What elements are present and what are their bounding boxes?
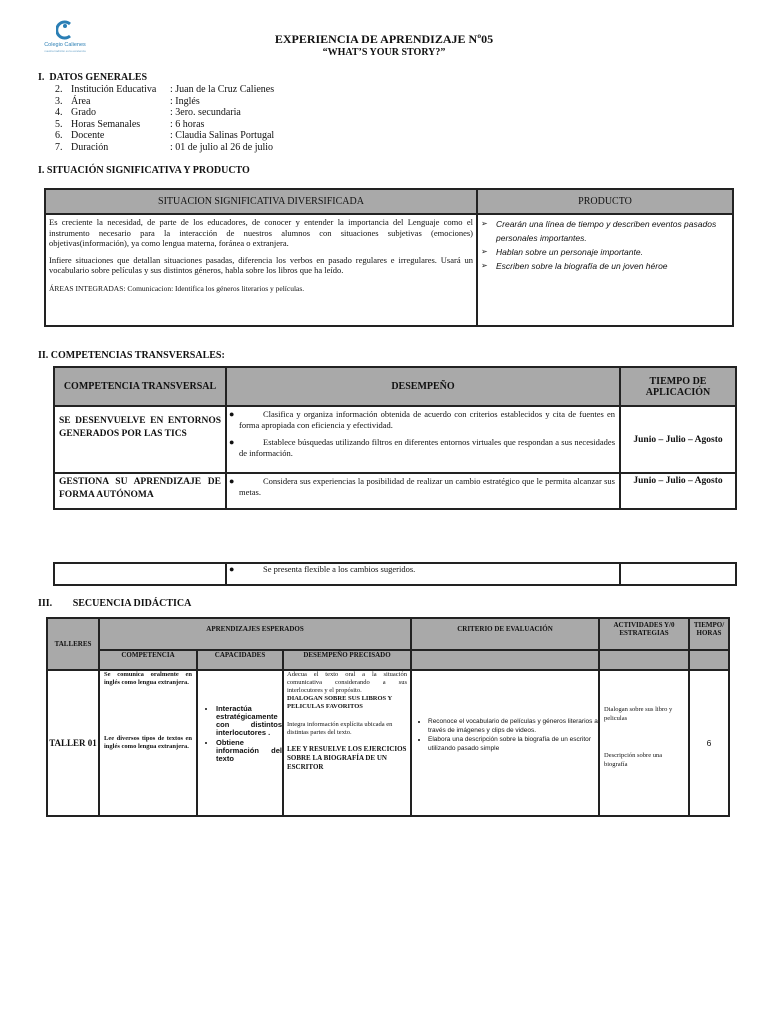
situacion-heading: I. SITUACIÓN SIGNIFICATIVA Y PRODUCTO	[38, 165, 250, 176]
desempeno-cell	[226, 406, 620, 473]
empty-cell	[620, 563, 736, 585]
datos-row	[55, 96, 274, 108]
desempeno-activity: LEE Y RESUELVE LOS EJERCICIOS SOBRE LA BIOGRAFÍA DE UN ESCRITOR	[287, 745, 407, 771]
datos-row	[55, 84, 274, 96]
datos-num: 3.	[55, 95, 63, 107]
datos-num: 7.	[55, 141, 63, 153]
datos-row	[55, 119, 274, 131]
list-item: • Reconoce el vocabulario de películas y géneros literarios a través de imágenes y clips de videos.	[428, 717, 598, 735]
capacidades-list	[198, 705, 282, 763]
criterio-col-header: CRITERIO DE EVALUACIÓN	[411, 618, 599, 650]
aprendizajes-col-header: APRENDIZAJES ESPERADOS	[99, 618, 411, 650]
desempeno-cell	[226, 473, 620, 509]
secuencia-heading	[38, 598, 191, 609]
competencia-name: SE DESENVUELVE EN ENTORNOS GENERADOS POR LAS TICS	[54, 406, 226, 473]
actividad-text: Descripción sobre una biografía	[604, 752, 663, 768]
empty-header	[689, 650, 729, 670]
criterio-list	[412, 717, 598, 753]
list-item: ● Se presenta flexible a los cambios sugeridos.	[239, 564, 615, 575]
datos-value: : 3ero. secundaria	[170, 107, 241, 118]
competencia-name: GESTIONA SU APRENDIZAJE DE FORMA AUTÓNOMA	[54, 473, 226, 509]
secuencia-heading-num: III.	[38, 598, 53, 609]
horas-cell: 6	[689, 670, 729, 816]
areas-integradas: ÁREAS INTEGRADAS: Comunicacion: Identifica los géneros literarios y películas.	[49, 283, 305, 293]
tiempo-horas-col-header: TIEMPO/ HORAS	[689, 618, 729, 650]
empty-header	[411, 650, 599, 670]
list-item: ➢ Escriben sobre la biografía de un joven héroe	[496, 259, 732, 273]
datos-label: Horas Semanales	[71, 118, 141, 130]
list-item: ➢ Crearán una línea de tiempo y describen eventos pasados personales importantes.	[496, 217, 732, 245]
situacion-table	[44, 188, 734, 327]
desempeno-precisado-cell	[283, 670, 411, 816]
datos-num: 6.	[55, 130, 63, 141]
desempeno-text: Adecua el texto oral a la situación comunicativa considerando a sus interlocutores y el propósito.	[287, 671, 407, 694]
criterio-cell	[411, 670, 599, 816]
table-row	[54, 406, 736, 473]
tiempo-col-header: TIEMPO DE APLICACIÓN	[620, 367, 736, 406]
desempeno-list	[227, 564, 619, 575]
list-item: ● Establece búsquedas utilizando filtros en diferentes entornos virtuales que respondan a sus necesidades de información.	[239, 437, 615, 459]
situacion-col-header: SITUACION SIGNIFICATIVA DIVERSIFICADA	[45, 189, 477, 214]
empty-cell	[54, 563, 226, 585]
datos-heading	[38, 72, 147, 83]
datos-heading-text: DATOS GENERALES	[49, 72, 148, 83]
desempeno-list	[227, 407, 619, 459]
actividad-text: Dialogan sobre sus libro y peliculas	[604, 706, 673, 722]
situacion-paragraph: Es creciente la necesidad, de parte de los educadores, de conocer y entender la importancia del Lenguaje como el instrumento necesario para la interacción de nuestros alumnos con situaciones subjetivas (emociones) objetivas(información), ya como lengua materna, foránea o extranjera.	[49, 217, 473, 248]
list-item: ● Considera sus experiencias la posibilidad de realizar un cambio estratégico que le permita alcanzar sus metas.	[239, 476, 615, 498]
table-row	[54, 563, 736, 585]
datos-value: : Inglés	[170, 95, 200, 107]
datos-value: : Claudia Salinas Portugal	[170, 130, 275, 141]
producto-cell	[477, 214, 733, 326]
datos-value: : 01 de julio al 26 de julio	[170, 141, 274, 153]
datos-row	[55, 142, 274, 154]
competencia-sub-header: COMPETENCIA	[99, 650, 197, 670]
tiempo-cell: Junio – Julio – Agosto	[620, 406, 736, 473]
datos-row	[55, 130, 274, 142]
desempeno-cell	[226, 563, 620, 585]
producto-list	[478, 217, 732, 273]
capacidades-cell	[197, 670, 283, 816]
list-item: • Obtiene información del texto	[216, 739, 282, 763]
talleres-col-header: TALLERES	[47, 618, 99, 670]
datos-label: Duración	[71, 141, 109, 153]
competencia-text: Lee diversos tipos de textos en inglés como lengua extranjera.	[104, 735, 192, 750]
desempeno-activity: DIALOGAN SOBRE SUS LIBROS Y PELICULAS FAVORITOS	[287, 695, 392, 710]
datos-label: Grado	[71, 107, 96, 118]
datos-label: Área	[71, 95, 91, 107]
datos-value: : 6 horas	[170, 118, 205, 130]
situacion-cell	[45, 214, 477, 326]
secuencia-heading-text: SECUENCIA DIDÁCTICA	[72, 598, 192, 609]
competencia-col-header: COMPETENCIA TRANSVERSAL	[54, 367, 226, 406]
datos-heading-num: I.	[38, 72, 45, 83]
page-title: EXPERIENCIA DE APRENDIZAJE Nº05	[274, 32, 494, 46]
competencia-text: Se comunica oralmente en inglés como lengua extranjera.	[104, 671, 192, 686]
taller-cell: TALLER 01	[47, 670, 99, 816]
list-item: • Elabora una descripción sobre la biografía de un escritor utilizando pasado simple	[428, 735, 598, 753]
table-row	[54, 473, 736, 509]
actividades-col-header: ACTIVIDADES Y/0 ESTRATEGIAS	[599, 618, 689, 650]
competencias-continuation-table	[53, 562, 737, 586]
desempeno-col-header: DESEMPEÑO	[226, 367, 620, 406]
actividades-cell	[599, 670, 689, 816]
logo-tagline: nuestra tradición es la excelencia	[44, 49, 86, 53]
datos-num: 2.	[55, 84, 63, 95]
datos-num: 4.	[55, 107, 63, 118]
competencias-heading: II. COMPETENCIAS TRANSVERSALES:	[38, 350, 225, 361]
datos-num: 5.	[55, 118, 63, 130]
competencia-cell	[99, 670, 197, 816]
capacidades-sub-header: CAPACIDADES	[197, 650, 283, 670]
list-item: ● Clasifica y organiza información obtenida de acuerdo con criterios establecidos y cita de fuentes en forma apropiada con eficiencia y efectividad.	[239, 409, 615, 431]
secuencia-table	[46, 617, 730, 817]
desempeno-list	[227, 474, 619, 498]
table-row	[47, 670, 729, 816]
list-item: ➢ Hablan sobre un personaje importante.	[496, 245, 732, 259]
competencias-table	[53, 366, 737, 510]
situacion-paragraph: Infiere situaciones que detallan situaciones pasadas, diferencia los verbos en pasado regulares e irregulares. Usará un vocabulario sobre películas y sus distintos géneros, habla sobre los libros que ha leído.	[49, 254, 473, 275]
desempeno-sub-header: DESEMPEÑO PRECISADO	[283, 650, 411, 670]
datos-list	[55, 84, 274, 153]
logo-name: Colegio Calienes	[44, 42, 86, 48]
empty-header	[599, 650, 689, 670]
datos-label: Docente	[71, 130, 105, 141]
list-item: • Interactúa estratégicamente con distintos interlocutores .	[216, 705, 282, 737]
page-subtitle: “WHAT’S YOUR STORY?”	[322, 47, 446, 58]
datos-label: Institución Educativa	[71, 84, 157, 95]
datos-value: : Juan de la Cruz Calienes	[170, 84, 275, 95]
tiempo-cell: Junio – Julio – Agosto	[620, 473, 736, 509]
desempeno-text: Integra información explícita ubicada en distintas partes del texto.	[287, 721, 393, 736]
producto-col-header: PRODUCTO	[477, 189, 733, 214]
datos-row	[55, 107, 274, 119]
